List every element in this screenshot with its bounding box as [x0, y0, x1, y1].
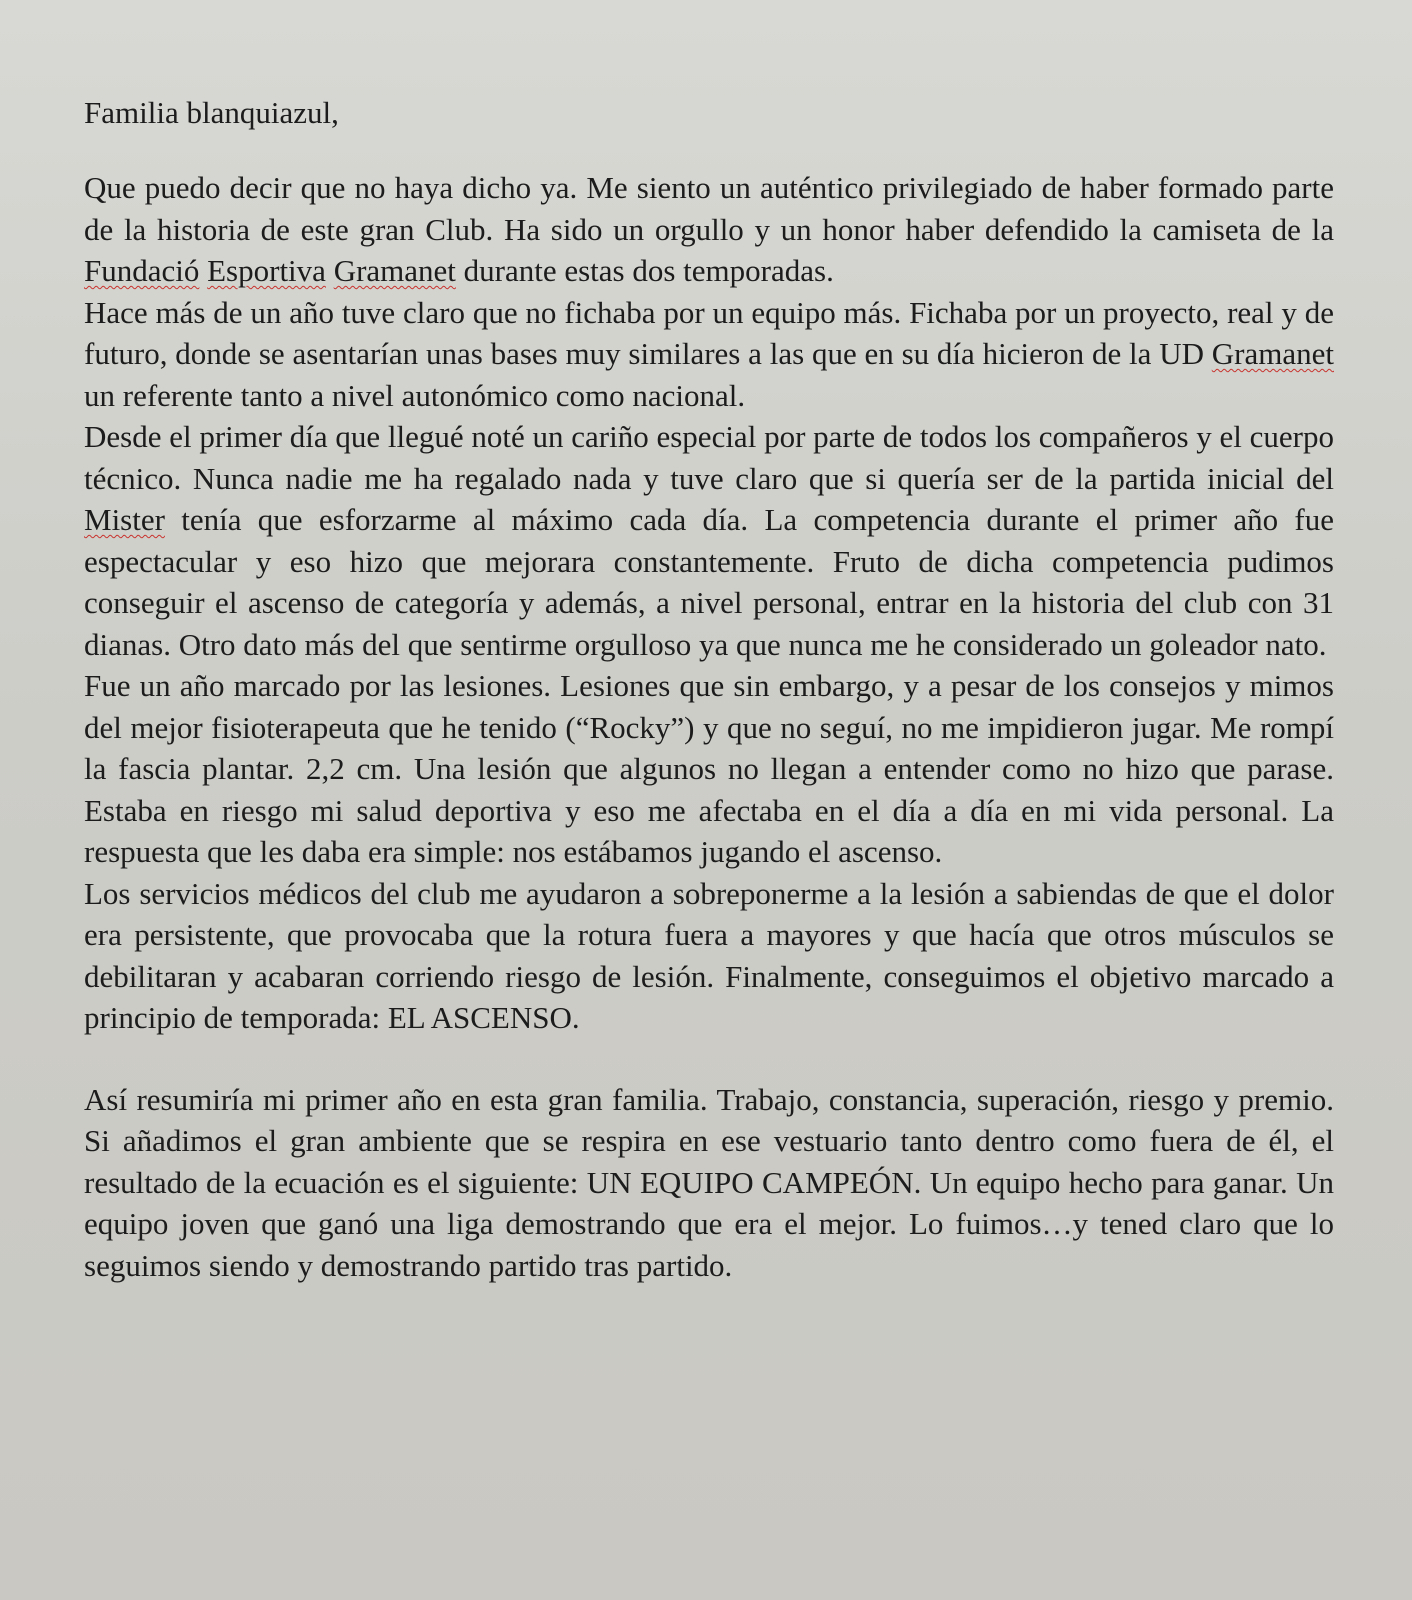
spellcheck-flagged-word: Fundació	[84, 253, 200, 288]
paragraph-2-text-a: Hace más de un año tuve claro que no fichaba por un equipo más. Fichaba por un proyecto, real y de futuro, donde se asentarían unas bases muy similares a las que en su día hicieron de la UD	[84, 294, 1334, 371]
word-space	[326, 253, 334, 288]
paragraph-1-text-a: Que puedo decir que no haya dicho ya. Me siento un auténtico privilegiado de haber formado parte de la historia de este gran Club. Ha sido un orgullo y un honor haber defendido la camiseta de la	[84, 170, 1334, 247]
paragraph-2-text-b: un referente tanto a nivel autonómico como nacional.	[84, 377, 746, 413]
paragraph-3-text-b: tenía que esforzarme al máximo cada día. La competencia durante el primer año fue espectacular y eso hizo que mejorara constantemente. Fruto de dicha competencia pudimos conseguir el ascenso de categoría y además, a nivel personal, entrar en la historia del club con 31 dianas. Otro dato más del que sentirme orgulloso ya que nunca me he considerado un goleador nato.	[84, 502, 1334, 662]
spellcheck-flagged-word: Esportiva	[207, 253, 326, 288]
spellcheck-flagged-word: Gramanet	[333, 253, 456, 288]
paragraph-1-text-b: durante estas dos temporadas.	[455, 253, 834, 288]
paragraph-2	[84, 292, 1334, 417]
paragraph-1	[84, 167, 1334, 292]
letter-greeting: Familia blanquiazul,	[84, 95, 339, 130]
spellcheck-flagged-word: Gramanet	[1211, 336, 1334, 371]
paragraph-4: Fue un año marcado por las lesiones. Lesiones que sin embargo, y a pesar de los consejos y mimos del mejor fisioterapeuta que he tenido (“Rocky”) y que no seguí, no me impidieron jugar. Me rompí la fascia plantar. 2,2 cm. Una lesión que algunos no llegan a entender como no hizo que parase. Estaba en riesgo mi salud deportiva y eso me afectaba en el día a día en mi vida personal. La respuesta que les daba era simple: nos estábamos jugando el ascenso.	[84, 668, 1334, 869]
paragraph-3-text-a: Desde el primer día que llegué noté un cariño especial por parte de todos los compañeros y el cuerpo técnico. Nunca nadie me ha regalado nada y tuve claro que si quería ser de la partida inicial del	[84, 419, 1334, 496]
word-space	[199, 253, 207, 288]
paragraph-6: Así resumiría mi primer año en esta gran familia. Trabajo, constancia, superación, riesgo y premio. Si añadimos el gran ambiente que se respira en ese vestuario tanto dentro como fuera de él, el resultado de la ecuación es el siguiente: UN EQUIPO CAMPEÓN. Un equipo hecho para ganar. Un equipo joven que ganó una liga demostrando que era el mejor. Lo fuimos…y tened claro que lo seguimos siendo y demostrando partido tras partido.	[84, 1081, 1334, 1283]
spellcheck-flagged-word: Mister	[84, 502, 165, 537]
paragraph-5: Los servicios médicos del club me ayudaron a sobreponerme a la lesión a sabiendas de que el dolor era persistente, que provocaba que la rotura fuera a mayores y que hacía que otros músculos se debilitaran y acabaran corriendo riesgo de lesión. Finalmente, conseguimos el objetivo marcado a principio de temporada: EL ASCENSO.	[84, 875, 1334, 1035]
paragraph-3	[84, 416, 1334, 665]
